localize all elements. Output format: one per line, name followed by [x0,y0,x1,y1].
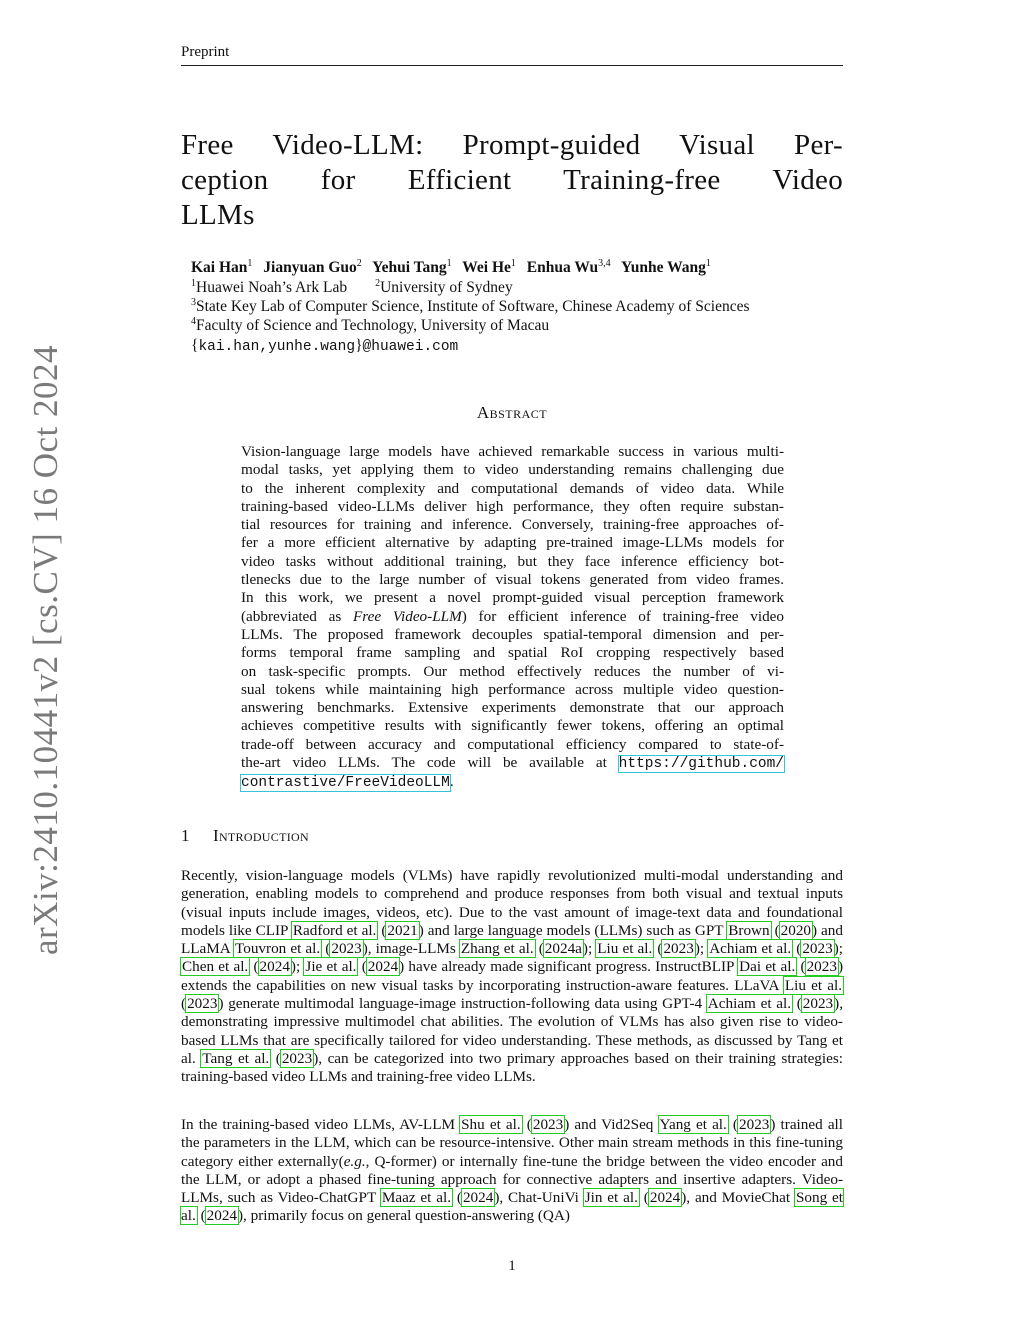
paragraph-text: ( [452,1189,462,1207]
paragraph-text: ( [770,921,780,939]
paragraph-text: , Q-former) or internally fine-tune the bridge between the video encoder and the LLM, or adopt a phased fine-tuning approach for connective adapters and insertive adapters. Video-LLMs, such as Video-ChatGPT [181,1152,843,1207]
abstract-line: tlenecks due to the large number of visual tokens generated from video frames. [241,571,784,589]
paragraph-text: ) and LLaMA [181,921,843,958]
title-line-2: ception for Efficient Training-free Video [181,164,843,196]
paper-title [181,128,843,233]
citation-link[interactable]: 2023 [281,1049,313,1067]
paragraph-text: ( [653,940,663,958]
citation-link[interactable]: Touvron et al. [235,940,321,958]
abstract-line: to the inherent complexity and computational demands of video data. While [241,479,784,497]
contact-email[interactable]: {kai.han,yunhe.wang}@huawei.com [191,337,459,355]
citation-link[interactable]: Jie et al. [305,958,357,976]
citation-link[interactable]: Brown [728,921,770,939]
abstract-heading: Abstract [476,403,548,422]
abstract-line: on task-specific prompts. Our method effectively reduces the number of vi- [241,662,784,680]
author-list [191,259,718,277]
paragraph-text: ), image-LLMs [362,940,460,958]
citation-link[interactable]: 2023 [739,1116,770,1133]
author: Yehui Tang$^1$ [372,258,452,276]
paragraph-text: ); [290,958,305,976]
citation-link[interactable]: 2024 [462,1189,494,1207]
citation-link[interactable]: 2020 [780,921,812,939]
abstract-line: tial resources for training and inference. Conversely, training-free approaches of- [241,516,784,534]
citation-link[interactable]: Zhang et al. [460,940,534,958]
paragraph-text: ) and Vid2Seq [564,1116,659,1133]
citation-link[interactable]: Song et al. [181,1189,844,1225]
citation-link[interactable]: Tang et al. [202,1049,270,1067]
paragraph-text: ) extends the capabilities on new visual tasks by incorporating instruction-aware features. LLaVA [181,958,843,994]
abstract-line: modal tasks, yet applying them to video understanding remains challenging due [241,461,784,479]
citation-link[interactable]: 2023 [187,995,218,1013]
paragraph-text: ), can be categorized into two primary approaches based on their training strategies: training-based video LLMs and training-free video LLMs. [181,1049,843,1086]
citation-link[interactable]: 2024a [544,940,582,958]
citation-link[interactable]: 2023 [532,1116,564,1133]
paragraph-text: ), demonstrating impressive multimodel chat abilities. The evolution of VLMs has also given rise to video-based LLMs that are specifically tailored for video understanding. These methods, as discussed by Tang et al. [181,995,843,1067]
paragraph-text: In the training-based video LLMs, AV-LLM [181,1116,461,1133]
running-header: Preprint [181,44,230,60]
paragraph-text: ( [249,958,259,976]
paragraph-text: ( [792,940,802,958]
citation-link[interactable]: Achiam et al. [707,995,791,1013]
section-heading: 1 Introduction [181,826,309,845]
citation-link[interactable]: 2023 [331,940,362,958]
abstract-line: the-art video LLMs. The code will be available at [241,754,619,772]
abstract-line: LLMs. The proposed framework decouples spatial-temporal dimension and per- [241,625,784,643]
affiliation-line-4: $^4$Faculty of Science and Technology, University of Macau [191,316,550,334]
author: Kai Han$^1$ [191,258,253,276]
citation-link[interactable]: Radford et al. [292,921,377,939]
title-line-1: Free Video-LLM: Prompt-guided Visual Per- [181,129,843,161]
paragraph-text: ( [534,940,544,958]
author: Enhua Wu$^{3,4}$ [526,258,611,276]
paragraph-text: ); [582,940,597,958]
paragraph-text: ); [694,940,709,958]
abstract-line: (abbreviated as [241,607,354,625]
abstract-body: Vision-language large models have achieved remarkable success in various multi- modal tasks, yet applying them to video understanding remains challenging due to the inherent complexity and computational demands of video data. While training-based video-LLMs deliver high performance, they often require substan- tial resources for training and inference. Conversely, training-free approaches of- fer a more efficient alternative by adapting pre-trained image-LLMs models for video tasks without additional training, but they face inference efficiency bot- tlenecks due to the large number of visual tokens generated from video frames. In this work, we present a novel prompt-guided visual perception framework (abbreviated as Free Video-LLM) for efficient inference of training-free video LLMs. The proposed framework decouples spatial-temporal dimension and per- forms temporal frame sampling and spatial RoI cropping respectively based on task-specific prompts. Our method effectively reduces the number of vi- sual tokens while maintaining high performance across multiple video question- answering benchmarks. Extensive experiments demonstrate that our approach achieves competitive results with significantly fewer tokens, offering an optimal trade-off between accuracy and computational efficiency compared to state-of- the-art video LLMs. The code will be available at https://github.com/ contrastive/FreeVideoLLM. [241,443,785,792]
abstract-line: sual tokens while maintaining high performance across multiple video question- [241,680,784,698]
citation-link[interactable]: 2023 [806,958,837,976]
citation-link[interactable]: 2023 [802,995,834,1013]
citation-link[interactable]: Jin et al. [584,1189,638,1207]
paragraph-text: ( [792,995,802,1013]
paragraph-text: ( [521,1116,532,1133]
citation-link[interactable]: Achiam et al. [709,940,792,958]
citation-link[interactable]: 2024 [649,1189,681,1207]
author: Yunhe Wang$^1$ [620,258,711,276]
citation-link[interactable]: Shu et al. [461,1116,521,1133]
citation-link[interactable]: 2024 [259,958,290,976]
paragraph-text: ), Chat-UniVi [494,1189,584,1207]
affiliation-line-3: $^3$State Key Lab of Computer Science, Institute of Software, Chinese Academy of Sciences [191,297,750,315]
citation-link[interactable]: Maaz et al. [381,1189,452,1207]
paragraph-text: ) trained all the parameters in the LLM, which can be resource-intensive. Other main stream methods in this fine-tuning category either externally( [181,1116,843,1170]
paragraph-text: ), and MovieChat [681,1189,795,1207]
citation-link[interactable]: Liu et al. [784,976,842,994]
paragraph-text: ( [638,1189,649,1207]
citation-link[interactable]: 2023 [802,940,833,958]
page-number: 1 [508,1258,516,1274]
code-url-link-cont[interactable]: contrastive/FreeVideoLLM [241,775,450,792]
intro-paragraph-1 [181,867,843,1087]
code-url-link[interactable]: https://github.com/ [618,756,784,773]
arxiv-stamp: arXiv:2410.10441v2 [cs.CV] 16 Oct 2024 [26,344,65,956]
citation-link[interactable]: Liu et al. [597,940,653,958]
abstract-line: In this work, we present a novel prompt-guided visual perception framework [241,589,784,607]
paragraph-text: ) generate multimodal language-image instruction-following data using GPT-4 [218,995,707,1013]
paragraph-text: ( [377,921,387,939]
affiliation-line-1: $^1$Huawei Noah’s Ark Lab $^2$University of Sydney [191,278,513,296]
citation-link[interactable]: Chen et al. [182,958,249,976]
header-rule [181,65,843,66]
abstract-line: answering benchmarks. Extensive experiments demonstrate that our approach [241,699,784,717]
paragraph-text: ) have already made significant progress. InstructBLIP [399,958,739,976]
paragraph-text: ) and large language models (LLMs) such as GPT [418,921,728,939]
citation-link[interactable]: 2021 [387,921,418,939]
abstract-line: Vision-language large models have achieved remarkable success in various multi- [241,443,784,460]
paragraph-text: ( [727,1116,738,1133]
abstract-line: video tasks without additional training, but they face inference efficiency bot- [241,552,784,570]
method-name: Free Video-LLM [353,607,462,625]
citation-link[interactable]: 2024 [206,1207,237,1225]
abbrev-eg: e.g. [343,1152,366,1170]
paragraph-text: ( [796,958,806,976]
author: Wei He$^1$ [462,258,516,276]
citation-link[interactable]: Yang et al. [659,1116,727,1133]
paragraph-text: ( [270,1049,281,1067]
paragraph-text: ( [321,940,331,958]
paragraph-text: ( [196,1207,206,1225]
paragraph-text: ( [357,958,367,976]
intro-paragraph-2 [181,1116,843,1226]
citation-link[interactable]: 2023 [663,940,694,958]
citation-link[interactable]: Dai et al. [739,958,796,976]
paragraph-text: ), primarily focus on general question-answering (QA) [238,1207,570,1225]
abstract-line: achieves competitive results with significantly fewer tokens, offering an optimal [241,717,784,735]
title-line-3: LLMs [181,199,255,231]
citation-link[interactable]: 2024 [367,958,399,976]
abstract-line: training-based video-LLMs deliver high performance, they often require substan- [241,497,784,515]
paragraph-text: ); [833,940,843,958]
abstract-line: fer a more efficient alternative by adapting pre-trained image-LLMs models for [241,534,784,552]
paragraph-text: ( [181,995,187,1013]
abstract-line: forms temporal frame sampling and spatial RoI cropping respectively based [241,644,784,662]
abstract-line: trade-off between accuracy and computational efficiency compared to state-of- [241,735,784,753]
paragraph-text: Recently, vision-language models (VLMs) have rapidly revolutionized multi-modal understanding and generation, enabling models to comprehend and produce responses from both visual and textual inputs (visual inputs include images, videos, etc). Due to the vast amount of image-text data and foundational models like CLIP [181,867,843,939]
author: Jianyuan Guo$^2$ [263,258,362,276]
